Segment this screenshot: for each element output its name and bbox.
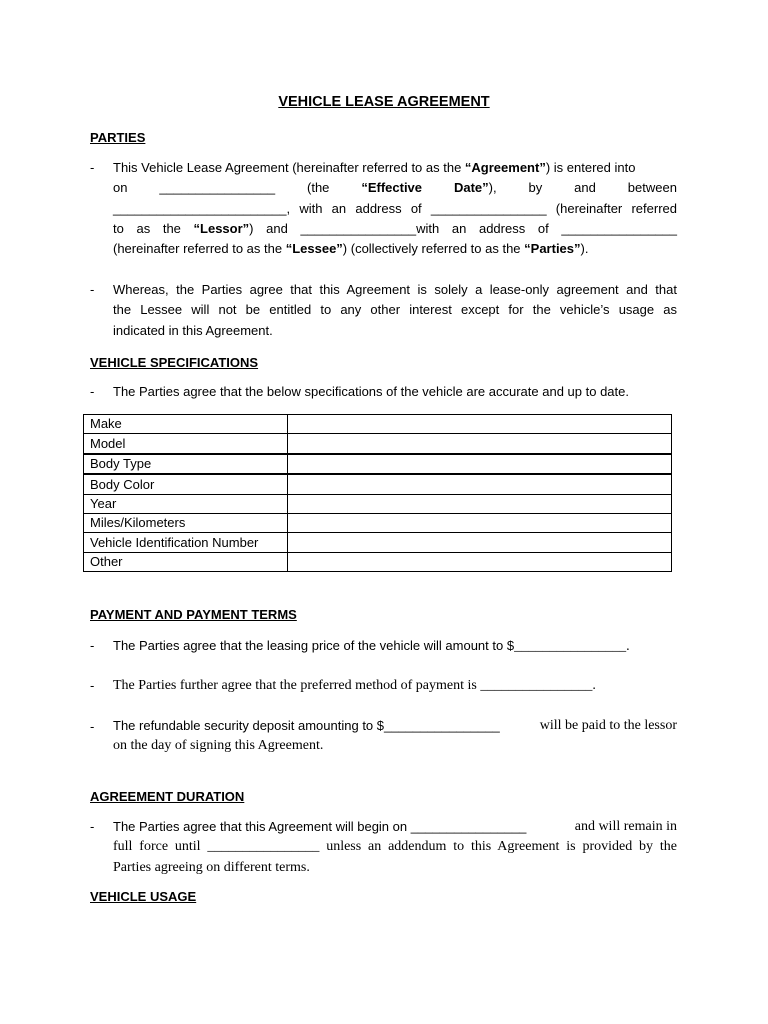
table-row: [84, 434, 672, 454]
heading-agreement-duration: AGREEMENT DURATION: [90, 789, 245, 804]
spec-label-vin: Vehicle Identification Number: [84, 533, 288, 552]
bullet-dash: -: [90, 384, 95, 399]
table-row: [84, 513, 672, 532]
spec-label-other: Other: [84, 552, 288, 571]
spec-label-model: Model: [84, 434, 288, 454]
spec-value-miles[interactable]: [288, 513, 672, 532]
payment-paragraph-3: The refundable security deposit amounting to $________________ will be paid to the lessor on the day of signing this Agreement.: [113, 718, 677, 754]
spec-value-body-type[interactable]: [288, 454, 672, 474]
spec-label-year: Year: [84, 494, 288, 513]
spec-value-other[interactable]: [288, 552, 672, 571]
spec-value-body-color[interactable]: [288, 474, 672, 494]
table-row: [84, 494, 672, 513]
heading-parties: PARTIES: [90, 130, 146, 145]
bullet-dash: -: [90, 282, 95, 297]
bullet-dash: -: [90, 819, 95, 834]
heading-payment-terms: PAYMENT AND PAYMENT TERMS: [90, 607, 297, 622]
payment-paragraph-2: The Parties further agree that the preferred method of payment is ________________.: [113, 678, 596, 693]
table-row: [84, 454, 672, 474]
spec-value-vin[interactable]: [288, 533, 672, 552]
parties-paragraph-2: Whereas, the Parties agree that this Agreement is solely a lease-only agreement and that the Lessee will not be entitled to any other interest except for the vehicle’s usage as indicated in this Agreement.: [113, 282, 677, 338]
vehicle-specs-intro: The Parties agree that the below specifications of the vehicle are accurate and up to date.: [113, 384, 629, 399]
parties-paragraph-1: This Vehicle Lease Agreement (hereinafter referred to as the “Agreement”) is entered into on ________________ (the “Effective Date”), by and between ________________________, with an address of ________________ (hereinafter referred to as the “Lessor”) and ________________with an address of ________________ (hereinafter referred to as the “Lessee”) (collectively referred to as the “Parties”).: [113, 160, 677, 257]
bullet-dash: -: [90, 160, 95, 175]
table-row: [84, 474, 672, 494]
heading-vehicle-specifications: VEHICLE SPECIFICATIONS: [90, 355, 259, 370]
spec-value-model[interactable]: [288, 434, 672, 454]
spec-label-body-type: Body Type: [84, 454, 288, 474]
payment-paragraph-1: The Parties agree that the leasing price of the vehicle will amount to $________________.: [113, 638, 630, 654]
spec-value-make[interactable]: [288, 415, 672, 434]
table-row: [84, 533, 672, 552]
spec-label-miles: Miles/Kilometers: [84, 513, 288, 532]
document-title: VEHICLE LEASE AGREEMENT: [278, 94, 490, 110]
table-row: [84, 415, 672, 434]
duration-paragraph: The Parties agree that this Agreement will begin on ________________ and will remain in full force until ________________ unless an addendum to this Agreement is provided by the Parties agreeing on different terms.: [113, 819, 677, 875]
spec-value-year[interactable]: [288, 494, 672, 513]
spec-label-body-color: Body Color: [84, 474, 288, 494]
effective-date-blank: ________________: [159, 180, 276, 196]
table-row: [84, 552, 672, 571]
bullet-dash: -: [90, 678, 95, 693]
heading-vehicle-usage: VEHICLE USAGE: [90, 889, 197, 904]
vehicle-specs-table: [83, 414, 672, 572]
spec-label-make: Make: [84, 415, 288, 434]
bullet-dash: -: [90, 719, 95, 734]
bullet-dash: -: [90, 638, 95, 653]
